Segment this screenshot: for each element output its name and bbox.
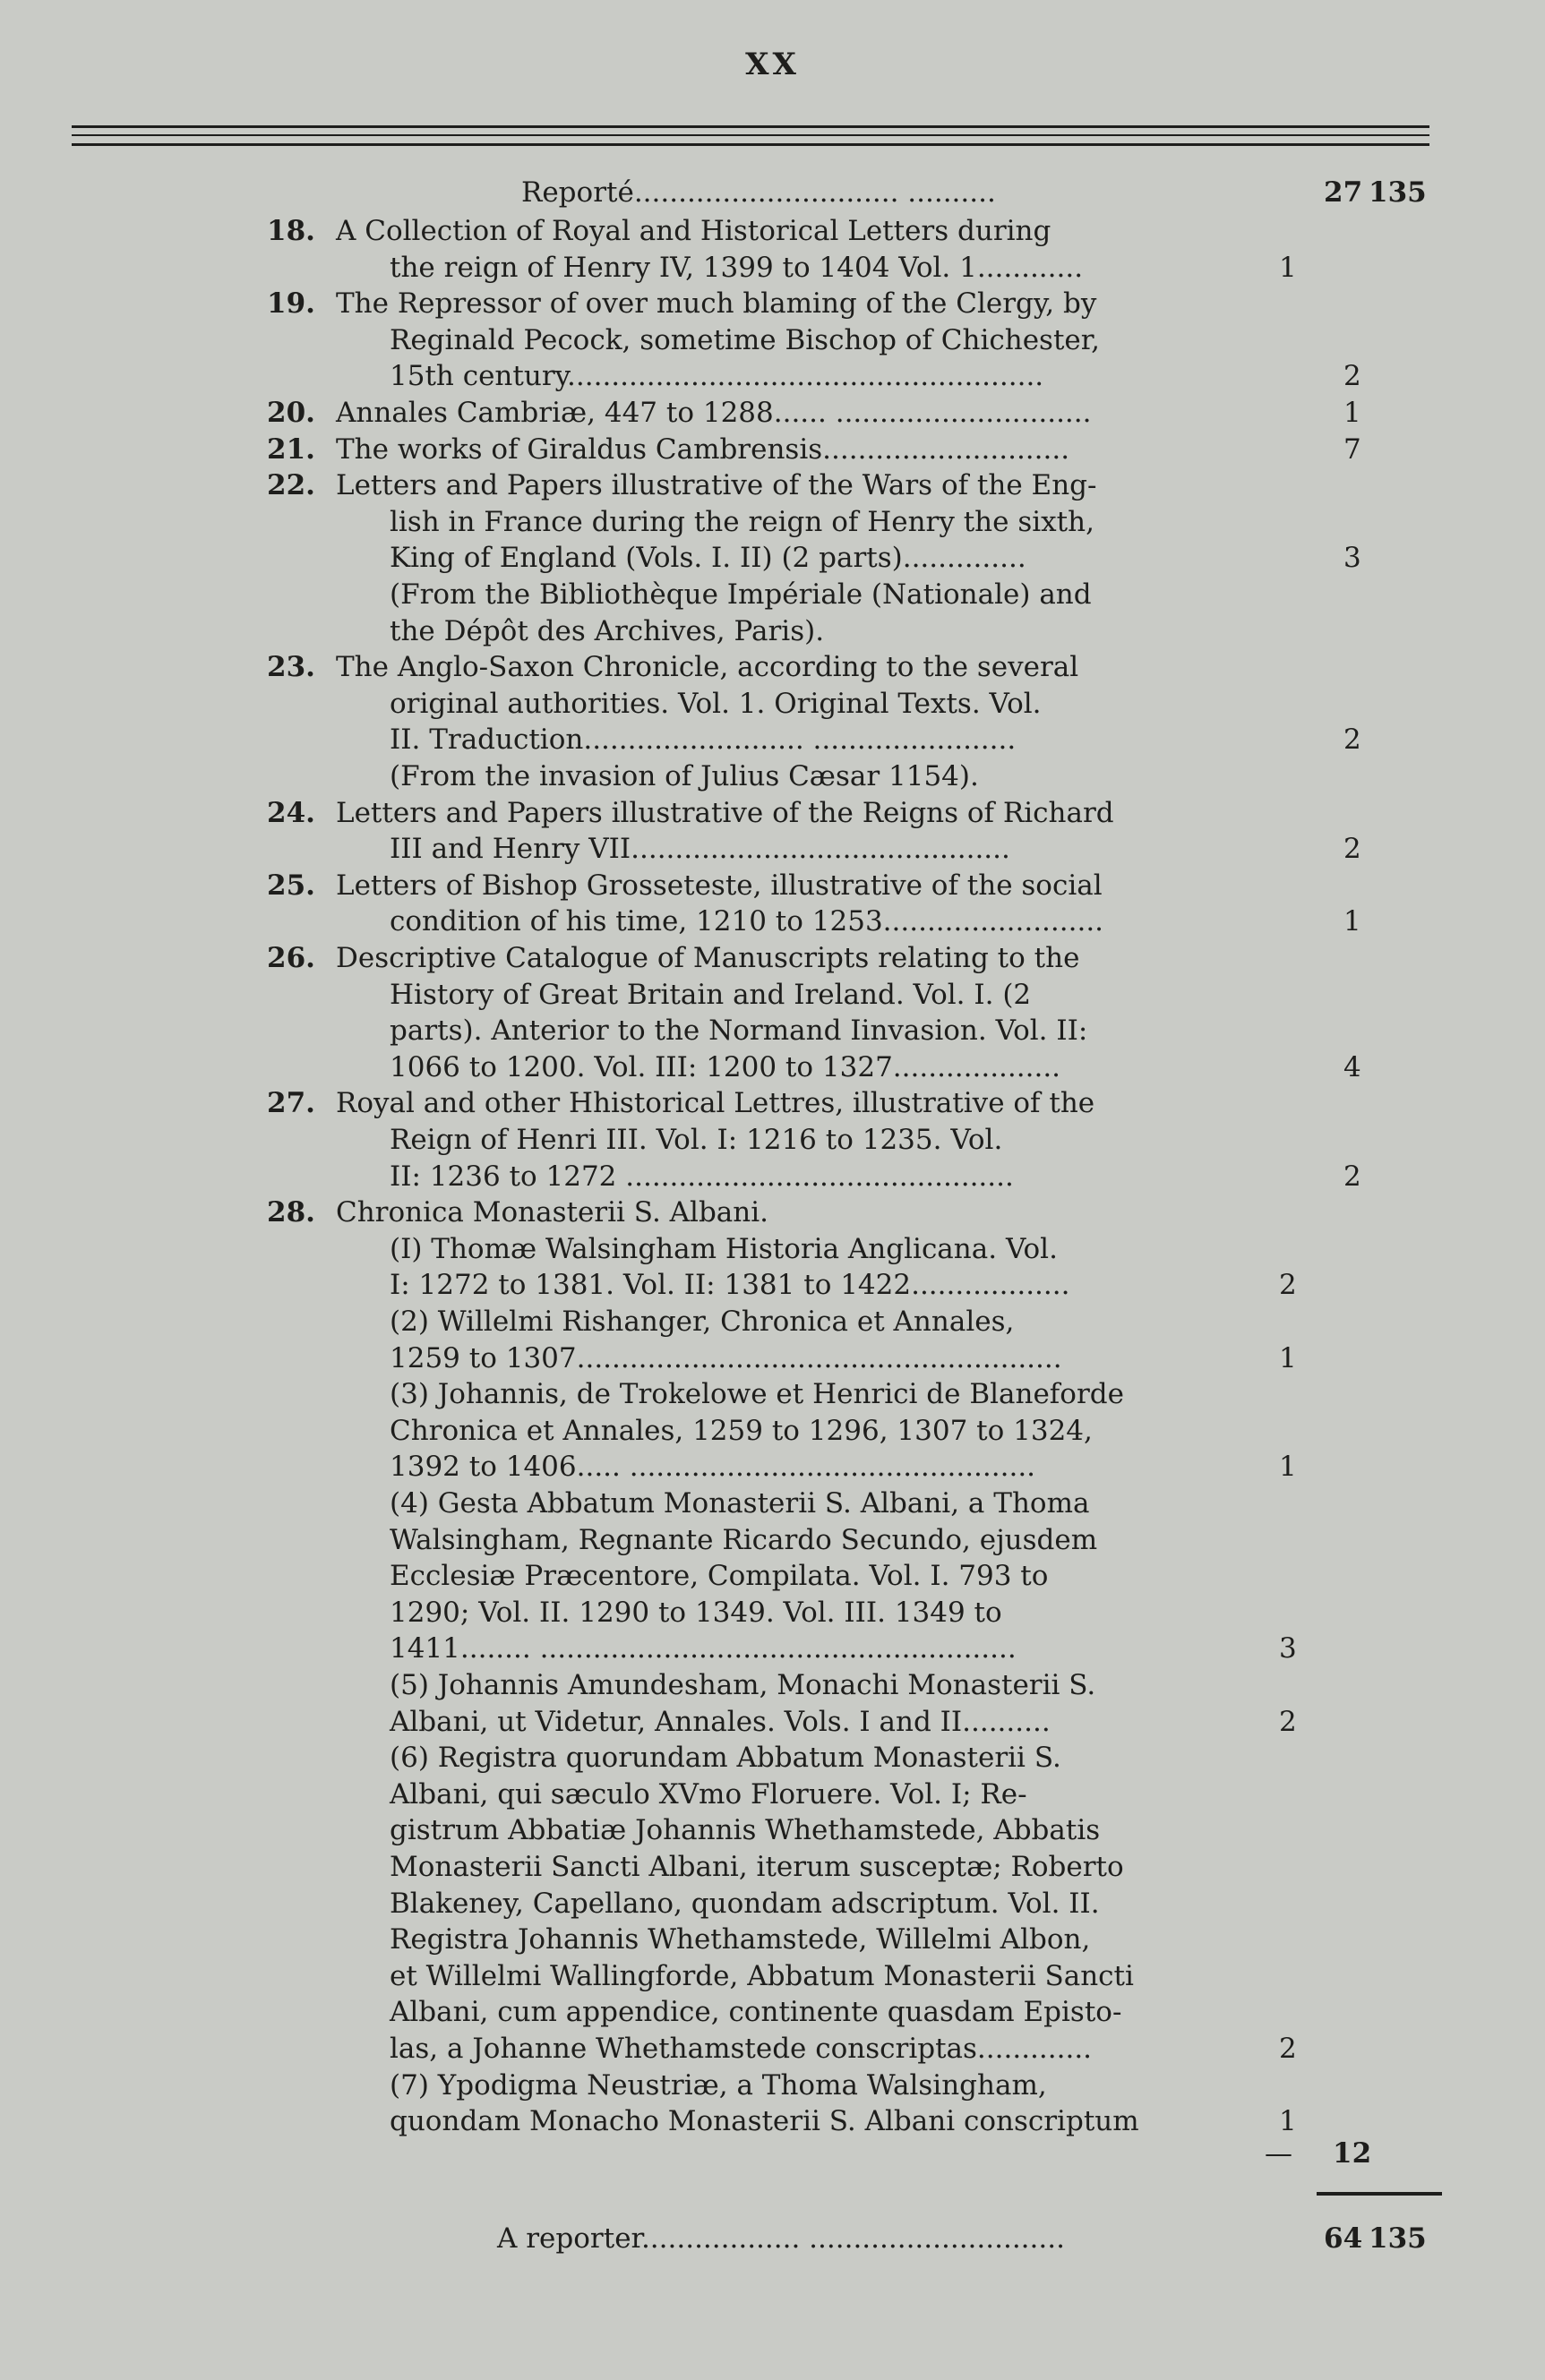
entry-line — [0, 1595, 1545, 1631]
entry-line — [0, 540, 1545, 576]
entry-line — [0, 831, 1545, 867]
entry-line — [0, 1194, 1545, 1230]
entry-text: lish in France during the reign of Henry the sixth, — [390, 506, 1094, 538]
entry-line — [0, 577, 1545, 612]
report-total-2: 135 — [1369, 176, 1427, 209]
entry-line — [0, 250, 1545, 286]
entry-line — [0, 686, 1545, 722]
header-rule-3 — [72, 143, 1429, 146]
entry-line — [0, 358, 1545, 394]
entry-text: Letters and Papers illustrative of the Wars of the Eng- — [336, 469, 1097, 501]
entry-text: Annales Cambriæ, 447 to 1288...... ............................. — [336, 397, 1092, 429]
entry-text: the Dépôt des Archives, Paris). — [390, 615, 825, 647]
entry-line — [0, 1304, 1545, 1340]
entry-text: (6) Registra quorundam Abbatum Monasterii S. — [390, 1742, 1061, 1774]
entry-text: Chronica et Annales, 1259 to 1296, 1307 to 1324, — [390, 1415, 1093, 1447]
entry-text: condition of his time, 1210 to 1253......................... — [390, 905, 1104, 937]
report-line — [0, 175, 1545, 210]
entry-text: Blakeney, Capellano, quondam adscriptum. Vol. II. — [390, 1888, 1100, 1920]
subtotal-value: 12 — [1333, 2137, 1372, 2170]
entry-number: 18. — [267, 215, 315, 247]
header-rule-1 — [72, 125, 1429, 128]
volume-count: 1 — [1279, 1451, 1297, 1483]
entry-text: II: 1236 to 1272 ............................................ — [390, 1160, 1014, 1193]
entry-text: 1259 to 1307....................................................... — [390, 1342, 1062, 1374]
volume-count: 7 — [1343, 433, 1361, 466]
carry-total-2: 135 — [1369, 2222, 1427, 2255]
entry-text: Albani, cum appendice, continente quasdam Episto- — [390, 1996, 1122, 2028]
entry-number: 28. — [267, 1196, 315, 1229]
entry-line — [0, 213, 1545, 249]
entry-text: las, a Johanne Whethamstede conscriptas............. — [390, 2033, 1093, 2065]
volume-count: 1 — [1279, 252, 1297, 284]
entry-line — [0, 1413, 1545, 1449]
entry-number: 22. — [267, 469, 315, 501]
entry-text: Ecclesiæ Præcentore, Compilata. Vol. I. 793 to — [390, 1560, 1049, 1592]
entry-text: The Anglo-Saxon Chronicle, according to the several — [336, 651, 1079, 683]
entry-line — [0, 1958, 1545, 1994]
entry-line — [0, 1776, 1545, 1812]
entry-line — [0, 868, 1545, 903]
entry-text: The works of Giraldus Cambrensis............................ — [336, 433, 1070, 466]
volume-count: 1 — [1279, 2105, 1297, 2137]
entry-line — [0, 1994, 1545, 2030]
entry-line — [0, 286, 1545, 321]
entry-text: (I) Thomæ Walsingham Historia Anglicana. Vol. — [390, 1233, 1058, 1265]
entry-line — [0, 1812, 1545, 1848]
entry-line — [0, 432, 1545, 467]
entry-line — [0, 395, 1545, 431]
volume-count: 2 — [1343, 723, 1361, 756]
entry-line — [0, 758, 1545, 794]
volume-count: 2 — [1343, 833, 1361, 865]
entry-line — [0, 1340, 1545, 1376]
entry-number: 25. — [267, 869, 315, 902]
entry-text: History of Great Britain and Ireland. Vol. I. (2 — [390, 979, 1032, 1011]
volume-count: 2 — [1279, 1706, 1297, 1738]
entry-text: et Willelmi Wallingforde, Abbatum Monasterii Sancti — [390, 1960, 1134, 1992]
entry-line — [0, 649, 1545, 685]
entry-number: 19. — [267, 287, 315, 320]
entry-line — [0, 1449, 1545, 1485]
entry-text: parts). Anterior to the Normand Iinvasion. Vol. II: — [390, 1014, 1088, 1047]
entry-line — [0, 1231, 1545, 1267]
entry-line — [0, 1159, 1545, 1194]
volume-count: 3 — [1279, 1632, 1297, 1665]
entry-line — [0, 2068, 1545, 2103]
entry-number: 27. — [267, 1087, 315, 1119]
entry-line — [0, 1922, 1545, 1957]
volume-count: 3 — [1343, 542, 1361, 574]
entry-line — [0, 1049, 1545, 1085]
entry-line — [0, 1122, 1545, 1158]
entry-number: 20. — [267, 397, 315, 429]
entry-line — [0, 1013, 1545, 1049]
entry-text: Letters of Bishop Grosseteste, illustrative of the social — [336, 869, 1103, 902]
entry-text: The Repressor of over much blaming of the Clergy, by — [336, 287, 1097, 320]
page-number: XX — [745, 47, 800, 82]
entry-line — [0, 1740, 1545, 1776]
entry-number: 23. — [267, 651, 315, 683]
entry-text: Walsingham, Regnante Ricardo Secundo, ejusdem — [390, 1524, 1098, 1556]
entry-line — [0, 1849, 1545, 1885]
entry-line — [0, 2031, 1545, 2067]
entry-line — [0, 1631, 1545, 1666]
entry-text: I: 1272 to 1381. Vol. II: 1381 to 1422.................. — [390, 1269, 1070, 1301]
entry-line — [0, 322, 1545, 358]
entry-number: 24. — [267, 797, 315, 829]
entry-line — [0, 1667, 1545, 1703]
entry-text: (From the Bibliothèque Impériale (Nationale) and — [390, 578, 1092, 611]
entry-line — [0, 1886, 1545, 1922]
entry-text: quondam Monacho Monasterii S. Albani conscriptum — [390, 2105, 1139, 2137]
entry-text: original authorities. Vol. 1. Original Texts. Vol. — [390, 688, 1042, 720]
entry-line — [0, 1376, 1545, 1412]
entry-text: 15th century...................................................... — [390, 360, 1044, 392]
carry-total-1: 64 — [1324, 2222, 1363, 2255]
entry-line — [0, 1267, 1545, 1303]
entry-line — [0, 2103, 1545, 2139]
entry-text: Albani, ut Videtur, Annales. Vols. I and II.......... — [390, 1706, 1051, 1738]
entry-text: gistrum Abbatiæ Johannis Whethamstede, Abbatis — [390, 1814, 1101, 1846]
entry-text: 1392 to 1406..... .............................................. — [390, 1451, 1036, 1483]
volume-count: 2 — [1343, 1160, 1361, 1193]
entry-text: (2) Willelmi Rishanger, Chronica et Annales, — [390, 1306, 1015, 1338]
entry-text: Letters and Papers illustrative of the Reigns of Richard — [336, 797, 1114, 829]
subtotal-line — [0, 2136, 1545, 2171]
report-total-1: 27 — [1324, 176, 1363, 209]
entry-text: Royal and other Hhistorical Lettres, illustrative of the — [336, 1087, 1095, 1119]
carry-label: A reporter.................. ............................. — [497, 2222, 1065, 2255]
entry-line — [0, 1485, 1545, 1521]
entry-line — [0, 1558, 1545, 1594]
entry-text: A Collection of Royal and Historical Letters during — [336, 215, 1051, 247]
volume-count: 2 — [1279, 1269, 1297, 1301]
entry-text: Reginald Pecock, sometime Bischop of Chichester, — [390, 324, 1101, 356]
entry-line — [0, 977, 1545, 1013]
entry-text: Albani, qui sæculo XVmo Floruere. Vol. I; Re- — [390, 1778, 1027, 1811]
entry-line — [0, 1522, 1545, 1558]
entry-text: (3) Johannis, de Trokelowe et Henrici de Blaneforde — [390, 1378, 1124, 1410]
entry-text: (4) Gesta Abbatum Monasterii S. Albani, a Thoma — [390, 1487, 1090, 1520]
entry-line — [0, 722, 1545, 758]
volume-count: 2 — [1279, 2033, 1297, 2065]
entry-line — [0, 795, 1545, 831]
carry-line — [0, 2221, 1545, 2256]
volume-count: 1 — [1279, 1342, 1297, 1374]
volume-count: 1 — [1343, 905, 1361, 937]
entry-line — [0, 1704, 1545, 1740]
entry-number: 21. — [267, 433, 315, 466]
report-label: Reporté.............................. .......... — [521, 176, 996, 209]
entry-line — [0, 504, 1545, 540]
entry-line — [0, 1085, 1545, 1121]
entry-text: 1290; Vol. II. 1290 to 1349. Vol. III. 1349 to — [390, 1597, 1002, 1629]
subtotal-dash: — — [1265, 2137, 1292, 2170]
volume-count: 4 — [1343, 1051, 1361, 1083]
entry-text: (From the invasion of Julius Cæsar 1154). — [390, 760, 979, 792]
sum-rule — [1317, 2192, 1442, 2196]
entry-text: Registra Johannis Whethamstede, Willelmi Albon, — [390, 1923, 1091, 1956]
entry-text: 1066 to 1200. Vol. III: 1200 to 1327................... — [390, 1051, 1061, 1083]
entry-text: II. Traduction......................... ....................... — [390, 723, 1017, 756]
entry-line — [0, 613, 1545, 649]
entry-text: (5) Johannis Amundesham, Monachi Monasterii S. — [390, 1669, 1096, 1701]
entry-text: (7) Ypodigma Neustriæ, a Thoma Walsingham, — [390, 2069, 1047, 2102]
entry-text: King of England (Vols. I. II) (2 parts).............. — [390, 542, 1026, 574]
entry-line — [0, 903, 1545, 939]
entry-text: Descriptive Catalogue of Manuscripts relating to the — [336, 942, 1080, 974]
entry-text: III and Henry VII........................................... — [390, 833, 1010, 865]
entry-text: 1411........ ...................................................... — [390, 1632, 1017, 1665]
volume-count: 1 — [1343, 397, 1361, 429]
header-rule-2 — [72, 134, 1429, 136]
entry-text: the reign of Henry IV, 1399 to 1404 Vol. 1............ — [390, 252, 1084, 284]
entry-text: Reign of Henri III. Vol. I: 1216 to 1235. Vol. — [390, 1124, 1003, 1156]
entry-number: 26. — [267, 942, 315, 974]
entry-line — [0, 940, 1545, 976]
entry-text: Chronica Monasterii S. Albani. — [336, 1196, 769, 1229]
entry-line — [0, 467, 1545, 503]
entry-text: Monasterii Sancti Albani, iterum susceptæ; Roberto — [390, 1851, 1124, 1883]
volume-count: 2 — [1343, 360, 1361, 392]
